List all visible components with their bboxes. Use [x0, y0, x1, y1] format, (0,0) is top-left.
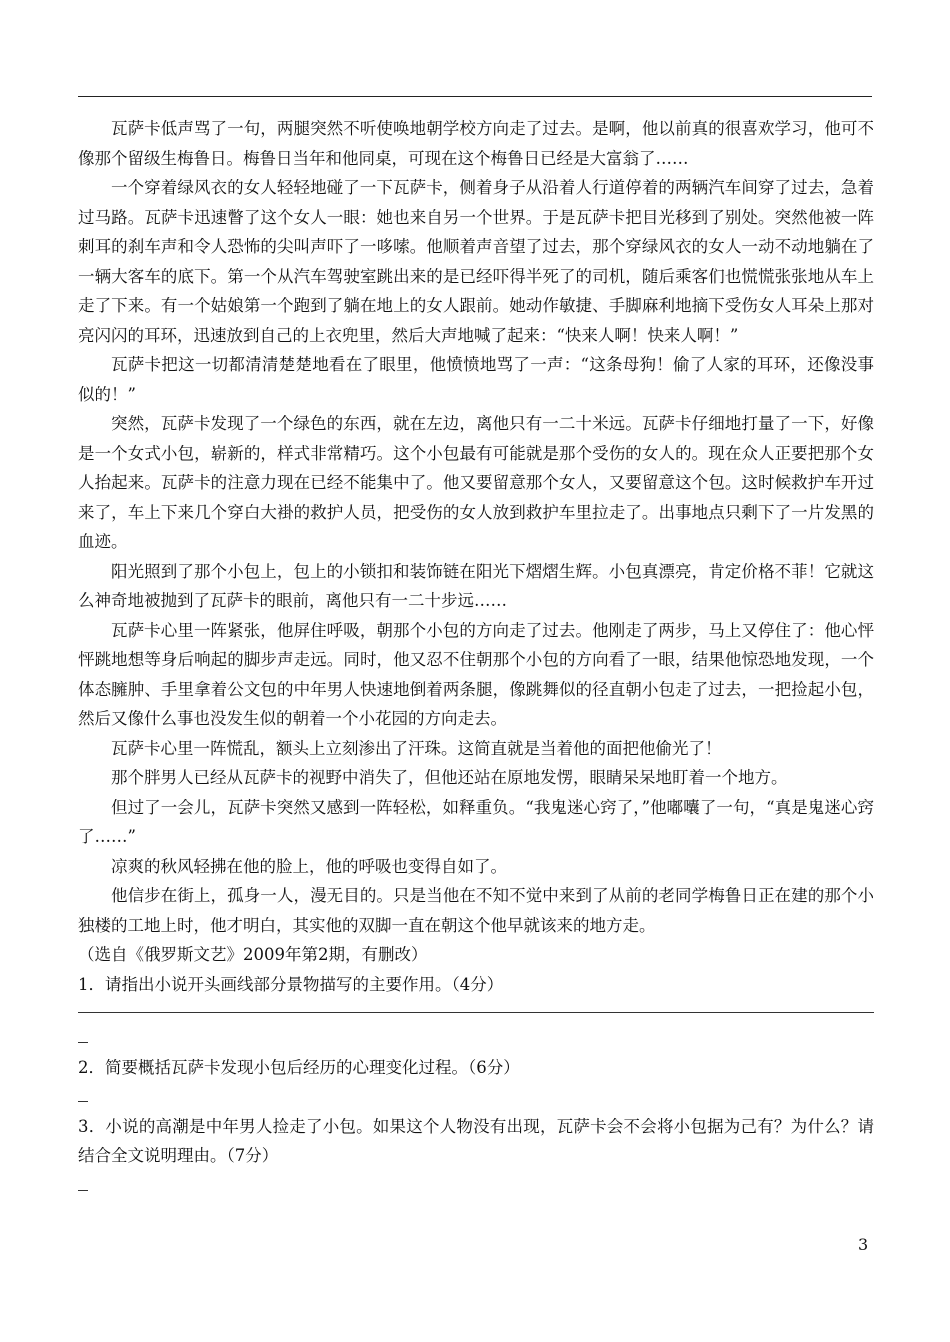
answer-blank-2: [78, 1082, 874, 1112]
document-body: [78, 114, 874, 1200]
story-paragraph-2: 一个穿着绿风衣的女人轻轻地碰了一下瓦萨卡，侧着身子从沿着人行道停着的两辆汽车间穿了过去，急着过马路。瓦萨卡迅速瞥了这个女人一眼：她也来自另一个世界。于是瓦萨卡把目光移到了别处。突然他被一阵刺耳的刹车声和令人恐怖的尖叫声吓了一哆嗦。他顺着声音望了过去，那个穿绿风衣的女人一动不动地躺在了一辆大客车的底下。第一个从汽车驾驶室跳出来的是已经吓得半死了的司机，随后乘客们也慌慌张张地从车上走了下来。有一个姑娘第一个跑到了躺在地上的女人跟前。她动作敏捷、手脚麻利地摘下受伤女人耳朵上那对亮闪闪的耳环，迅速放到自己的上衣兜里，然后大声地喊了起来：“快来人啊！快来人啊！”: [78, 178, 874, 345]
story-paragraph-4: 突然，瓦萨卡发现了一个绿色的东西，就在左边，离他只有一二十米远。瓦萨卡仔细地打量了一下，好像是一个女式小包，崭新的，样式非常精巧。这个小包最有可能就是那个受伤的女人的。现在众人正要把那个女人抬起来。瓦萨卡的注意力现在已经不能集中了。他又要留意那个女人，又要留意这个包。这时候救护车开过来了，车上下来几个穿白大褂的救护人员，把受伤的女人放到救护车里拉走了。出事地点只剩下了一片发黑的血迹。: [78, 414, 874, 551]
page-number: 3: [858, 1235, 869, 1254]
story-paragraph-8: 那个胖男人已经从瓦萨卡的视野中消失了，但他还站在原地发愣，眼睛呆呆地盯着一个地方。: [111, 768, 788, 787]
story-paragraph-6: 瓦萨卡心里一阵紧张，他屏住呼吸，朝那个小包的方向走了过去。他刚走了两步，马上又停住了：他心怦怦跳地想等身后响起的脚步声走远。同时，他又忍不住朝那个小包的方向看了一眼，结果他惊恐地发现，一个体态臃肿、手里拿着公文包的中年男人快速地倒着两条腿，像跳舞似的径直朝小包走了过去，一把捡起小包，然后又像什么事也没发生似的朝着一个小花园的方向走去。: [78, 620, 874, 728]
story-paragraph-10: 凉爽的秋风轻拂在他的脸上，他的呼吸也变得自如了。: [111, 856, 507, 876]
question-3: 3．小说的高潮是中年男人捡走了小包。如果这个人物没有出现，瓦萨卡会不会将小包据为己有？为什么？请结合全文说明理由。（7分）: [78, 1116, 874, 1165]
answer-blank-3: [78, 1171, 874, 1201]
story-paragraph-7: 瓦萨卡心里一阵慌乱，额头上立刻渗出了汗珠。这简直就是当着他的面把他偷光了！: [111, 738, 722, 758]
question-2: 2．简要概括瓦萨卡发现小包后经历的心理变化过程。（6分）: [78, 1057, 520, 1077]
story-paragraph-1: 瓦萨卡低声骂了一句，两腿突然不听使唤地朝学校方向走了过去。是啊，他以前真的很喜欢学习，他可不像那个留级生梅鲁日。梅鲁日当年和他同桌，可现在这个梅鲁日已经是大富翁了……: [78, 119, 874, 168]
header-rule: [78, 96, 872, 97]
question-1: 1．请指出小说开头画线部分景物描写的主要作用。（4分）: [78, 974, 504, 994]
story-paragraph-11: 他信步在街上，孤身一人，漫无目的。只是当他在不知不觉中来到了从前的老同学梅鲁日正在建的那个小独楼的工地上时，他才明白，其实他的双脚一直在朝这个他早就该来的地方走。: [78, 886, 874, 935]
story-paragraph-3: 瓦萨卡把这一切都清清楚楚地看在了眼里，他愤愤地骂了一声：“这条母狗！偷了人家的耳环，还像没事似的！”: [78, 355, 874, 404]
story-paragraph-9: 但过了一会儿，瓦萨卡突然又感到一阵轻松，如释重负。“我鬼迷心窍了，”他嘟囔了一句，“真是鬼迷心窍了……”: [78, 797, 874, 846]
answer-line-1: [78, 1012, 874, 1013]
story-paragraph-5: 阳光照到了那个小包上，包上的小锁扣和装饰链在阳光下熠熠生辉。小包真漂亮，肯定价格不菲！它就这么神奇地被抛到了瓦萨卡的眼前，离他只有一二十步远……: [78, 561, 874, 610]
source-citation: （选自《俄罗斯文艺》2009年第2期，有删改）: [78, 945, 428, 964]
answer-blank-1: [78, 1023, 874, 1053]
